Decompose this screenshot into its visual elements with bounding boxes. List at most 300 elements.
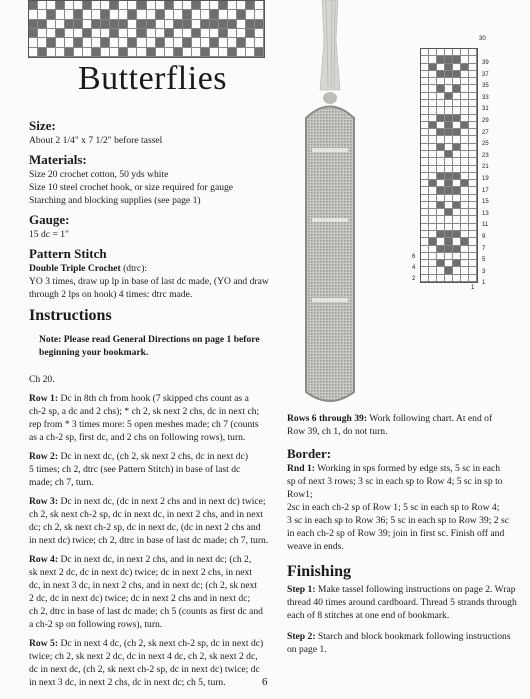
grid-cell [453,209,461,216]
grid-cell [437,166,445,173]
grid-cell [461,78,469,85]
grid-cell [429,173,437,180]
step-line: Make tassel following instructions on page 2. Wrap [317,584,516,595]
grid-cell [237,10,246,19]
grid-cell [469,136,477,143]
grid-cell [219,29,228,38]
grid-cell [437,56,445,63]
grid-cell [429,107,437,114]
grid-cell [461,166,469,173]
grid-cell [461,202,469,209]
grid-cell [119,38,128,47]
row-line: dc, in next 3 dc, in next 2 chs, and in next dc; (ch 2, sk next [29,580,258,591]
grid-cell [237,1,246,10]
row-instruction [29,637,284,689]
grid-cell [421,78,429,85]
grid-cell [437,122,445,129]
grid-cell [469,107,477,114]
grid-cell [453,246,461,253]
grid-cell [421,122,429,129]
grid-cell [92,48,101,57]
grid-cell [445,158,453,165]
border-line: 2sc in each ch-2 sp of Row 1; 5 sc in each sp to Row 4; [287,502,500,513]
grid-cell [47,29,56,38]
grid-cell [461,275,469,282]
grid-cell [246,20,255,29]
border-line: weave in ends. [287,541,344,552]
grid-cell [469,49,477,56]
grid-cell [453,224,461,231]
grid-cell [429,202,437,209]
row-line: Dc in next 4 dc, (ch 2, sk next ch-2 sp, dc in next dc) [60,638,264,649]
grid-cell [421,100,429,107]
size-heading: Size: [29,118,56,133]
row-line: in next 3 dc, in next 2 chs, dc in next dc; ch 5, turn. [29,677,226,688]
row-line: made; ch 7, turn. [29,477,94,488]
row-label: Row 3: [29,496,59,507]
chart-row-label: 2 [412,276,416,282]
chart-row-label: 31 [482,106,489,113]
grid-cell [201,1,210,10]
grid-cell [437,187,445,194]
grid-cell [174,10,183,19]
grid-cell [437,144,445,151]
grid-cell [453,93,461,100]
grid-cell [429,231,437,238]
grid-cell [128,48,137,57]
chart-row-label: 4 [412,265,416,271]
grid-cell [38,38,47,47]
grid-cell [429,180,437,187]
grid-cell [65,38,74,47]
grid-cell [461,115,469,122]
grid-cell [437,64,445,71]
grid-cell [74,38,83,47]
row-line: Dc in next dc, (ch 2, sk next 2 chs, dc in next dc) [60,451,249,462]
step-line: on page 1. [287,644,327,655]
grid-cell [429,49,437,56]
grid-cell [453,216,461,223]
grid-cell [421,216,429,223]
chart-row-label: 13 [482,210,489,217]
grid-cell [429,71,437,78]
grid-cell [437,93,445,100]
grid-cell [421,260,429,267]
grid-cell [437,129,445,136]
grid-cell [429,100,437,107]
grid-cell [469,216,477,223]
grid-cell [210,29,219,38]
grid-cell [437,151,445,158]
grid-cell [201,48,210,57]
grid-cell [421,166,429,173]
grid-cell [255,10,264,19]
grid-cell [445,71,453,78]
grid-cell [101,38,110,47]
grid-cell [201,10,210,19]
grid-cell [437,238,445,245]
grid-cell [469,85,477,92]
grid-cell [174,48,183,57]
grid-cell [228,1,237,10]
grid-cell [429,56,437,63]
row-line: in next dc) twice; ch 2, dtrc in base of last dc made; ch 7, turn. [29,535,269,546]
chart-row-label: 17 [482,187,489,194]
grid-cell [128,20,137,29]
grid-cell [74,10,83,19]
grid-cell [38,10,47,19]
left-column [29,118,284,689]
grid-cell [445,195,453,202]
row-line: 2 dc, dc in next dc) twice; dc in next 2 chs and in next dc; [29,593,251,604]
grid-cell [445,49,453,56]
grid-cell [228,48,237,57]
rows-6-39-line: Row 39, ch 1, do not turn. [287,426,388,437]
grid-cell [421,224,429,231]
grid-cell [461,216,469,223]
grid-cell [29,1,38,10]
grid-cell [65,48,74,57]
grid-cell [437,275,445,282]
grid-cell [437,267,445,274]
chart-row-label: 6 [412,254,416,260]
grid-cell [437,85,445,92]
grid-cell [246,29,255,38]
grid-cell [453,122,461,129]
grid-cell [56,29,65,38]
grid-cell [469,71,477,78]
grid-cell [137,10,146,19]
grid-cell [453,129,461,136]
grid-cell [174,20,183,29]
note [29,333,284,359]
grid-cell [469,187,477,194]
grid-cell [429,115,437,122]
grid-cell [156,10,165,19]
grid-cell [429,195,437,202]
grid-cell [421,93,429,100]
grid-cell [210,20,219,29]
chart-row-label: 33 [482,94,489,101]
grid-cell [453,238,461,245]
step-label: Step 2: [287,631,316,642]
grid-cell [210,38,219,47]
grid-cell [92,1,101,10]
grid-cell [461,129,469,136]
grid-cell [429,238,437,245]
grid-cell [421,238,429,245]
grid-cell [469,166,477,173]
grid-cell [429,246,437,253]
chart-row-label: 37 [482,71,489,78]
chart-row-label: 29 [482,118,489,124]
gauge-text: 15 dc = 1" [29,229,69,240]
grid-cell [437,49,445,56]
row-label: Row 4: [29,554,59,565]
grid-cell [461,180,469,187]
chart-row-label: 7 [482,245,486,252]
grid-cell [469,246,477,253]
grid-cell [461,49,469,56]
grid-cell [469,253,477,260]
grid-cell [110,20,119,29]
row-instructions [29,392,284,689]
grid-cell [437,195,445,202]
row-label: Row 1: [29,393,59,404]
grid-cell [101,10,110,19]
chart-row-label: 3 [482,268,486,275]
grid-cell [429,253,437,260]
grid-cell [469,115,477,122]
row-line: dc; ch 2, sk next ch-2 sp, dc in next dc, (dc in next 2 chs and [29,522,261,533]
grid-cell [255,48,264,57]
grid-cell [445,166,453,173]
grid-cell [101,1,110,10]
grid-cell [421,195,429,202]
grid-cell [83,38,92,47]
grid-cell [445,275,453,282]
grid-cell [110,38,119,47]
grid-cell [147,38,156,47]
grid-cell [469,224,477,231]
grid-cell [437,253,445,260]
grid-cell [47,48,56,57]
step-line: each of 8 stitches at one end of bookmark. [287,610,450,621]
grid-cell [421,180,429,187]
grid-cell [174,29,183,38]
note-line: Please read General Directions on page 1 before [63,334,260,345]
grid-cell [65,29,74,38]
grid-cell [469,180,477,187]
grid-cell [429,216,437,223]
decorative-filet-grid [28,0,265,58]
grid-cell [453,144,461,151]
grid-cell [237,29,246,38]
grid-cell [65,1,74,10]
grid-cell [445,107,453,114]
grid-cell [29,20,38,29]
grid-cell [201,38,210,47]
grid-cell [156,1,165,10]
grid-cell [445,122,453,129]
grid-cell [47,20,56,29]
row-line: sk next 2 dc, dc in next dc) twice; dc in next 2 chs, in next [29,567,252,578]
grid-cell [429,187,437,194]
grid-cell [461,209,469,216]
grid-cell [445,151,453,158]
grid-cell [421,209,429,216]
grid-cell [429,129,437,136]
border-line: Working in sps formed by edge sts, 5 sc in each [317,463,501,474]
grid-cell [228,29,237,38]
grid-cell [92,29,101,38]
grid-cell [461,260,469,267]
grid-cell [429,224,437,231]
grid-cell [165,38,174,47]
grid-cell [469,93,477,100]
grid-cell [183,10,192,19]
grid-cell [453,107,461,114]
grid-cell [101,29,110,38]
grid-cell [47,1,56,10]
row-instruction [29,553,284,631]
chart-row-label: 19 [482,176,489,182]
filet-chart [420,48,478,283]
grid-cell [453,253,461,260]
rows-6-39-line: Work following chart. At end of [369,413,493,424]
bookmark-photo [290,0,370,410]
grid-cell [165,20,174,29]
grid-cell [421,129,429,136]
grid-cell [421,158,429,165]
grid-cell [437,100,445,107]
grid-cell [445,260,453,267]
grid-cell [437,173,445,180]
grid-cell [74,20,83,29]
grid-cell [29,48,38,57]
grid-cell [237,38,246,47]
chart-row-label: 9 [482,234,486,240]
grid-cell [437,107,445,114]
stitch-line: through 2 lps on hook) 4 times: dtrc made. [29,289,193,300]
row-line: Dc in 8th ch from hook (7 skipped chs count as a [60,393,249,404]
grid-cell [29,10,38,19]
grid-cell [192,1,201,10]
grid-cell [453,78,461,85]
finishing-heading: Finishing [287,563,352,580]
grid-cell [469,238,477,245]
chart-row-label: 39 [482,60,489,66]
grid-cell [83,20,92,29]
grid-cell [38,29,47,38]
grid-cell [453,64,461,71]
grid-cell [421,187,429,194]
grid-cell [445,267,453,274]
grid-cell [437,209,445,216]
grid-cell [192,10,201,19]
grid-cell [421,136,429,143]
grid-cell [74,29,83,38]
size-text: About 2 1/4" x 7 1/2" before tassel [29,135,163,146]
grid-cell [65,20,74,29]
grid-cell [453,275,461,282]
grid-cell [156,48,165,57]
grid-cell [83,1,92,10]
grid-cell [453,231,461,238]
grid-cell [119,29,128,38]
grid-cell [437,158,445,165]
stitch-line: YO 3 times, draw up lp in base of last dc made, (YO and draw [29,276,269,287]
grid-cell [453,85,461,92]
grid-cell [429,166,437,173]
grid-cell [147,48,156,57]
grid-cell [437,136,445,143]
grid-cell [469,129,477,136]
grid-cell [165,10,174,19]
grid-cell [461,173,469,180]
grid-cell [469,100,477,107]
grid-cell [421,231,429,238]
grid-cell [29,29,38,38]
grid-cell [461,71,469,78]
grid-cell [453,49,461,56]
grid-cell [165,29,174,38]
grid-cell [461,100,469,107]
grid-cell [461,187,469,194]
materials-line: Starching and blocking supplies (see page 1) [29,195,201,206]
materials-line: Size 10 steel crochet hook, or size required for gauge [29,182,234,193]
grid-cell [110,48,119,57]
grid-cell [469,122,477,129]
grid-cell [192,20,201,29]
grid-cell [469,209,477,216]
row-line: twice; ch 2, sk next 2 dc, dc in next 4 dc, ch 2, sk next 2 dc, [29,651,258,662]
grid-cell [437,224,445,231]
grid-cell [429,64,437,71]
chain-start: Ch 20. [29,374,55,385]
chart-col-label: 30 [479,36,486,42]
grid-cell [453,136,461,143]
grid-cell [453,260,461,267]
stitch-name: Double Triple Crochet [29,263,121,274]
grid-cell [47,10,56,19]
grid-cell [421,275,429,282]
grid-cell [192,38,201,47]
stitch-abbr: (dtrc): [123,263,148,274]
grid-cell [110,1,119,10]
page-title: Butterflies [78,60,228,97]
grid-cell [421,151,429,158]
grid-cell [101,20,110,29]
chart-row-label: 15 [482,199,489,206]
chart-row-label: 35 [482,83,489,90]
step-label: Step 1: [287,584,316,595]
grid-cell [445,209,453,216]
grid-cell [255,38,264,47]
grid-cell [445,100,453,107]
grid-cell [156,38,165,47]
grid-cell [192,29,201,38]
grid-cell [453,151,461,158]
grid-cell [74,1,83,10]
grid-cell [165,48,174,57]
grid-cell [429,151,437,158]
grid-cell [461,195,469,202]
grid-cell [92,10,101,19]
grid-cell [228,38,237,47]
grid-cell [461,136,469,143]
grid-cell [421,246,429,253]
grid-cell [56,10,65,19]
grid-cell [429,136,437,143]
grid-cell [56,1,65,10]
chart-row-label: 27 [482,129,489,136]
border-label: Rnd 1: [287,463,315,474]
row-instruction [29,392,284,444]
grid-cell [421,253,429,260]
grid-cell [119,20,128,29]
step-line: thread 40 times around cardboard. Thread 5 strands through [287,597,517,608]
grid-cell [174,1,183,10]
grid-cell [255,20,264,29]
grid-cell [437,180,445,187]
grid-cell [246,38,255,47]
chart-row-label: 1 [482,280,486,287]
chart-col-label: 1 [471,285,475,291]
grid-cell [437,78,445,85]
grid-cell [246,1,255,10]
row-instruction [29,495,284,547]
